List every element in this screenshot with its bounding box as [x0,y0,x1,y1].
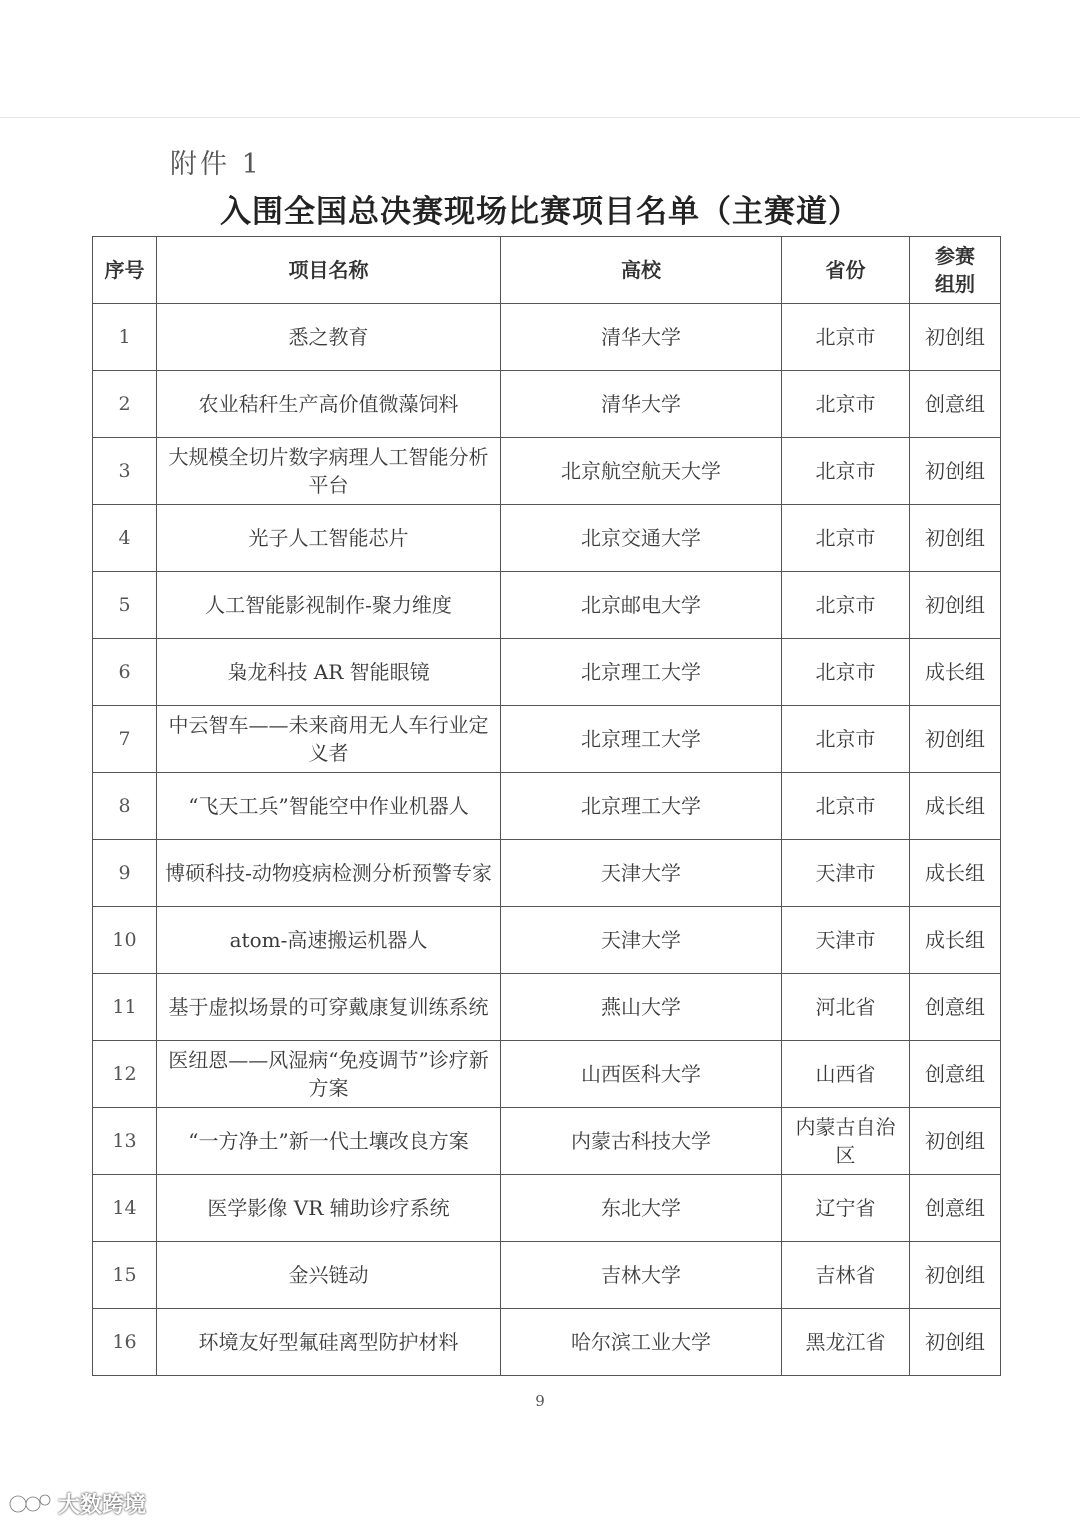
cell-province: 天津市 [782,840,910,907]
cell-index: 2 [93,371,157,438]
cell-university: 北京交通大学 [501,505,782,572]
logo-icon [8,1490,52,1516]
cell-province: 北京市 [782,505,910,572]
table-header-row [93,237,1001,304]
table-row [93,840,1001,907]
cell-project-name: 医学影像 VR 辅助诊疗系统 [157,1175,501,1242]
cell-university: 东北大学 [501,1175,782,1242]
cell-index: 13 [93,1108,157,1175]
cell-group: 初创组 [910,706,1001,773]
cell-group: 初创组 [910,304,1001,371]
cell-index: 7 [93,706,157,773]
cell-group: 成长组 [910,907,1001,974]
header-project-name: 项目名称 [157,237,501,304]
cell-university: 北京理工大学 [501,773,782,840]
cell-group: 初创组 [910,572,1001,639]
table-row [93,1108,1001,1175]
cell-province: 山西省 [782,1041,910,1108]
cell-group: 初创组 [910,505,1001,572]
table-row [93,304,1001,371]
cell-project-name: “飞天工兵”智能空中作业机器人 [157,773,501,840]
cell-university: 北京航空航天大学 [501,438,782,505]
table-row [93,505,1001,572]
header-province: 省份 [782,237,910,304]
cell-university: 天津大学 [501,907,782,974]
cell-index: 1 [93,304,157,371]
cell-index: 4 [93,505,157,572]
cell-province: 黑龙江省 [782,1309,910,1376]
cell-project-name: 枭龙科技 AR 智能眼镜 [157,639,501,706]
cell-province: 北京市 [782,773,910,840]
table-row [93,706,1001,773]
table-row [93,974,1001,1041]
cell-group: 初创组 [910,1108,1001,1175]
cell-province: 北京市 [782,371,910,438]
cell-group: 创意组 [910,371,1001,438]
cell-project-name: 大规模全切片数字病理人工智能分析平台 [157,438,501,505]
cell-province: 北京市 [782,706,910,773]
cell-province: 北京市 [782,572,910,639]
cell-group: 初创组 [910,438,1001,505]
page-title: 入围全国总决赛现场比赛项目名单（主赛道） [220,194,860,230]
cell-project-name: 基于虚拟场景的可穿戴康复训练系统 [157,974,501,1041]
table-row [93,639,1001,706]
cell-index: 11 [93,974,157,1041]
cell-university: 哈尔滨工业大学 [501,1309,782,1376]
cell-project-name: 环境友好型氟硅离型防护材料 [157,1309,501,1376]
cell-group: 成长组 [910,840,1001,907]
table-body [93,304,1001,1376]
cell-university: 清华大学 [501,304,782,371]
cell-project-name: 人工智能影视制作-聚力维度 [157,572,501,639]
cell-province: 内蒙古自治区 [782,1108,910,1175]
cell-index: 10 [93,907,157,974]
cell-project-name: atom-高速搬运机器人 [157,907,501,974]
cell-project-name: 悉之教育 [157,304,501,371]
project-table [92,236,1001,1376]
cell-project-name: 中云智车——未来商用无人车行业定义者 [157,706,501,773]
cell-university: 天津大学 [501,840,782,907]
cell-group: 初创组 [910,1309,1001,1376]
cell-university: 山西医科大学 [501,1041,782,1108]
cell-group: 创意组 [910,1041,1001,1108]
cell-province: 北京市 [782,438,910,505]
header-university: 高校 [501,237,782,304]
cell-project-name: “一方净土”新一代土壤改良方案 [157,1108,501,1175]
cell-project-name: 金兴链动 [157,1242,501,1309]
cell-index: 8 [93,773,157,840]
table-row [93,438,1001,505]
cell-group: 创意组 [910,1175,1001,1242]
cell-university: 内蒙古科技大学 [501,1108,782,1175]
cell-project-name: 农业秸秆生产高价值微藻饲料 [157,371,501,438]
cell-index: 16 [93,1309,157,1376]
cell-province: 天津市 [782,907,910,974]
cell-university: 清华大学 [501,371,782,438]
cell-university: 北京理工大学 [501,706,782,773]
cell-project-name: 医纽恩——风湿病“免疫调节”诊疗新方案 [157,1041,501,1108]
cell-project-name: 博硕科技-动物疫病检测分析预警专家 [157,840,501,907]
table-row [93,572,1001,639]
table-row [93,1041,1001,1108]
cell-province: 北京市 [782,639,910,706]
cell-university: 燕山大学 [501,974,782,1041]
cell-university: 北京邮电大学 [501,572,782,639]
cell-index: 12 [93,1041,157,1108]
cell-province: 辽宁省 [782,1175,910,1242]
cell-project-name: 光子人工智能芯片 [157,505,501,572]
cell-index: 3 [93,438,157,505]
page-number: 9 [535,1392,545,1410]
table-row [93,773,1001,840]
cell-index: 14 [93,1175,157,1242]
cell-university: 北京理工大学 [501,639,782,706]
cell-index: 9 [93,840,157,907]
cell-group: 成长组 [910,773,1001,840]
cell-index: 6 [93,639,157,706]
cell-group: 成长组 [910,639,1001,706]
watermark-text: 大数跨境 [58,1492,147,1518]
table-row [93,1242,1001,1309]
cell-province: 河北省 [782,974,910,1041]
attachment-label: 附件 1 [170,149,262,180]
cell-index: 15 [93,1242,157,1309]
cell-university: 吉林大学 [501,1242,782,1309]
cell-province: 吉林省 [782,1242,910,1309]
cell-group: 初创组 [910,1242,1001,1309]
table-row [93,1309,1001,1376]
header-group: 参赛 组别 [910,237,1001,304]
cell-index: 5 [93,572,157,639]
cell-province: 北京市 [782,304,910,371]
table-row [93,371,1001,438]
table-row [93,1175,1001,1242]
scan-edge-line [0,117,1080,118]
watermark [8,1486,146,1520]
cell-group: 创意组 [910,974,1001,1041]
table-row [93,907,1001,974]
header-index: 序号 [93,237,157,304]
